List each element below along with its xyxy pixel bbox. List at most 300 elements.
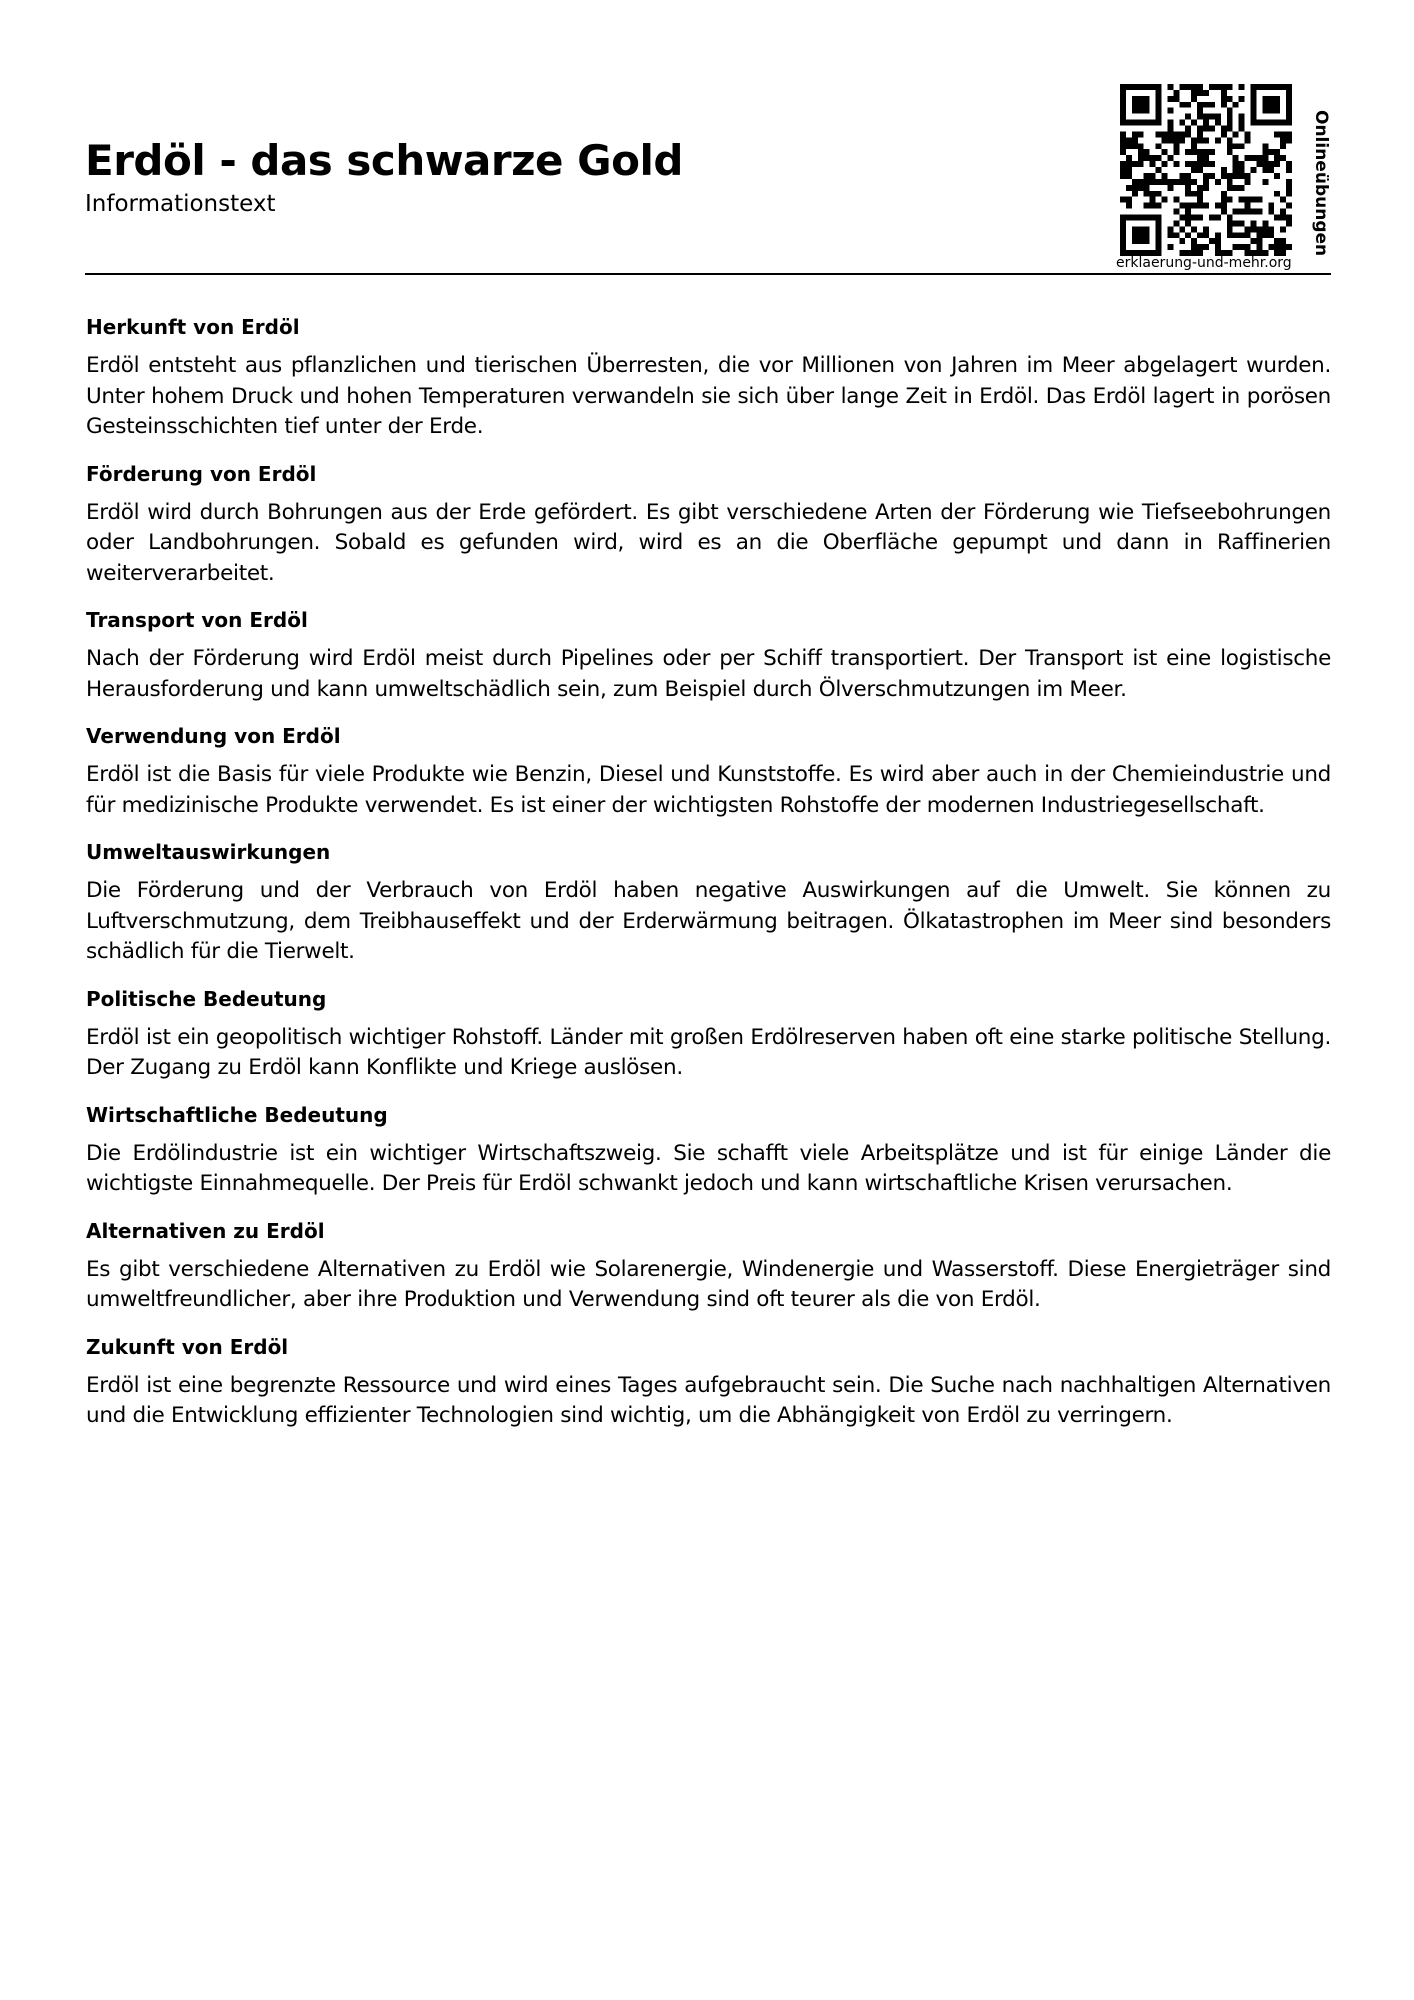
- qr-module: [1286, 137, 1292, 143]
- qr-module: [1138, 96, 1144, 102]
- qr-module: [1256, 232, 1262, 238]
- qr-module: [1191, 137, 1197, 143]
- qr-module: [1126, 120, 1132, 126]
- qr-module: [1203, 137, 1209, 143]
- qr-module: [1162, 137, 1168, 143]
- qr-module: [1256, 209, 1262, 215]
- qr-module: [1162, 197, 1168, 203]
- qr-module: [1126, 155, 1132, 161]
- qr-module: [1233, 185, 1239, 191]
- qr-module: [1239, 173, 1245, 179]
- qr-module: [1179, 179, 1185, 185]
- qr-module: [1286, 131, 1292, 137]
- qr-module: [1227, 143, 1233, 149]
- qr-module: [1215, 203, 1221, 209]
- qr-module: [1162, 161, 1168, 167]
- qr-module: [1179, 84, 1185, 90]
- qr-module: [1262, 143, 1268, 149]
- qr-module: [1239, 114, 1245, 120]
- qr-module: [1197, 214, 1203, 220]
- qr-module: [1197, 197, 1203, 203]
- qr-module: [1191, 167, 1197, 173]
- qr-module: [1126, 143, 1132, 149]
- qr-module: [1126, 185, 1132, 191]
- qr-module: [1239, 220, 1245, 226]
- qr-module: [1156, 90, 1162, 96]
- qr-module: [1156, 108, 1162, 114]
- qr-module: [1191, 120, 1197, 126]
- qr-module: [1138, 185, 1144, 191]
- qr-module: [1274, 102, 1280, 108]
- qr-module: [1138, 120, 1144, 126]
- qr-module: [1132, 143, 1138, 149]
- qr-module: [1203, 155, 1209, 161]
- qr-module: [1156, 143, 1162, 149]
- qr-module: [1221, 90, 1227, 96]
- qr-module: [1138, 238, 1144, 244]
- qr-module: [1162, 131, 1168, 137]
- qr-module: [1262, 226, 1268, 232]
- qr-module: [1268, 161, 1274, 167]
- qr-module: [1286, 108, 1292, 114]
- qr-module: [1262, 102, 1268, 108]
- qr-module: [1173, 232, 1179, 238]
- qr-module: [1233, 209, 1239, 215]
- section-foerderung: [86, 460, 1331, 590]
- qr-module: [1227, 214, 1233, 220]
- qr-module: [1274, 214, 1280, 220]
- qr-module: [1132, 96, 1138, 102]
- page-title: Erdöl - das schwarze Gold: [85, 136, 683, 185]
- qr-module: [1250, 102, 1256, 108]
- qr-module: [1185, 209, 1191, 215]
- qr-module: [1268, 84, 1274, 90]
- qr-code-icon[interactable]: [1120, 84, 1292, 256]
- qr-module: [1120, 232, 1126, 238]
- qr-module: [1197, 126, 1203, 132]
- qr-module: [1156, 220, 1162, 226]
- qr-module: [1215, 232, 1221, 238]
- qr-module: [1203, 173, 1209, 179]
- qr-module: [1156, 96, 1162, 102]
- qr-module: [1262, 232, 1268, 238]
- qr-module: [1245, 173, 1251, 179]
- qr-module: [1280, 137, 1286, 143]
- qr-module: [1233, 173, 1239, 179]
- qr-module: [1120, 96, 1126, 102]
- qr-module: [1203, 126, 1209, 132]
- qr-module: [1268, 209, 1274, 215]
- qr-module: [1280, 131, 1286, 137]
- qr-module: [1268, 232, 1274, 238]
- qr-module: [1197, 161, 1203, 167]
- qr-module: [1245, 197, 1251, 203]
- qr-module: [1150, 214, 1156, 220]
- qr-module: [1286, 220, 1292, 226]
- qr-module: [1256, 238, 1262, 244]
- qr-module: [1191, 84, 1197, 90]
- section-text: Erdöl entsteht aus pflanzlichen und tierischen Überresten, die vor Millionen von Jahren im Meer abgelagert wurden. Unter hohem Druck und hohen Temperaturen verwandeln sie sich über lange Zeit in Erdöl. Das Erdöl lagert in porösen Gesteinsschichten tief unter der Erde.: [86, 353, 1331, 439]
- qr-module: [1233, 244, 1239, 250]
- qr-module: [1120, 131, 1126, 137]
- qr-module: [1239, 126, 1245, 132]
- qr-module: [1239, 84, 1245, 90]
- qr-module: [1268, 96, 1274, 102]
- qr-module: [1120, 197, 1126, 203]
- qr-module: [1120, 149, 1126, 155]
- qr-module: [1209, 238, 1215, 244]
- qr-module: [1268, 244, 1274, 250]
- qr-module: [1156, 232, 1162, 238]
- qr-module: [1138, 161, 1144, 167]
- qr-module: [1167, 185, 1173, 191]
- qr-module: [1286, 214, 1292, 220]
- qr-module: [1209, 126, 1215, 132]
- qr-module: [1185, 84, 1191, 90]
- qr-module: [1209, 149, 1215, 155]
- qr-module: [1245, 244, 1251, 250]
- qr-module: [1132, 161, 1138, 167]
- qr-module: [1197, 191, 1203, 197]
- qr-module: [1227, 120, 1233, 126]
- qr-module: [1167, 96, 1173, 102]
- section-heading: Verwendung von Erdöl: [86, 724, 341, 748]
- section-heading: Wirtschaftliche Bedeutung: [86, 1102, 388, 1127]
- qr-module: [1191, 238, 1197, 244]
- section-text: Die Förderung und der Verbrauch von Erdöl haben negative Auswirkungen auf die Umwelt. Sie können zu Luftverschmutzung, dem Treibhauseffekt und der Erderwärmung beitragen. Ölkatastrophen im Meer sind besonders schädlich für die Tierwelt.: [86, 878, 1331, 964]
- qr-module: [1262, 167, 1268, 173]
- qr-module: [1245, 203, 1251, 209]
- qr-module: [1167, 244, 1173, 250]
- section-herkunft: [86, 313, 1331, 443]
- qr-module: [1233, 167, 1239, 173]
- qr-module: [1132, 232, 1138, 238]
- qr-module: [1150, 84, 1156, 90]
- qr-module: [1280, 209, 1286, 215]
- qr-module: [1233, 161, 1239, 167]
- qr-module: [1274, 120, 1280, 126]
- qr-module: [1280, 226, 1286, 232]
- qr-module: [1132, 108, 1138, 114]
- section-transport: [86, 606, 1331, 705]
- qr-module: [1256, 244, 1262, 250]
- qr-module: [1191, 143, 1197, 149]
- qr-module: [1167, 155, 1173, 161]
- qr-module: [1239, 185, 1245, 191]
- qr-module: [1286, 185, 1292, 191]
- qr-module: [1280, 120, 1286, 126]
- document-body: [86, 313, 1331, 1449]
- qr-module: [1250, 167, 1256, 173]
- qr-module: [1120, 214, 1126, 220]
- qr-module: [1167, 179, 1173, 185]
- qr-module: [1144, 185, 1150, 191]
- qr-module: [1126, 173, 1132, 179]
- qr-module: [1144, 179, 1150, 185]
- qr-module: [1286, 102, 1292, 108]
- qr-module: [1144, 96, 1150, 102]
- qr-module: [1120, 173, 1126, 179]
- qr-module: [1156, 84, 1162, 90]
- qr-module: [1126, 203, 1132, 209]
- qr-module: [1185, 191, 1191, 197]
- qr-module: [1179, 203, 1185, 209]
- qr-module: [1167, 126, 1173, 132]
- qr-module: [1191, 214, 1197, 220]
- qr-module: [1274, 108, 1280, 114]
- qr-module: [1256, 226, 1262, 232]
- qr-module: [1120, 167, 1126, 173]
- section-heading: Transport von Erdöl: [86, 608, 308, 632]
- qr-module: [1250, 90, 1256, 96]
- qr-module: [1138, 143, 1144, 149]
- qr-module: [1286, 244, 1292, 250]
- qr-module: [1274, 244, 1280, 250]
- qr-module: [1120, 238, 1126, 244]
- qr-module: [1221, 102, 1227, 108]
- qr-module: [1197, 167, 1203, 173]
- section-text: Erdöl ist die Basis für viele Produkte wie Benzin, Diesel und Kunststoffe. Es wird aber auch in der Chemieindustrie und für medizinische Produkte verwendet. Es ist einer der wichtigsten Rohstoffe der modernen Industriegesellschaft.: [86, 762, 1331, 818]
- qr-module: [1239, 167, 1245, 173]
- qr-module: [1185, 214, 1191, 220]
- qr-module: [1215, 84, 1221, 90]
- qr-module: [1185, 131, 1191, 137]
- qr-module: [1280, 143, 1286, 149]
- qr-module: [1221, 131, 1227, 137]
- qr-module: [1120, 114, 1126, 120]
- qr-module: [1126, 84, 1132, 90]
- qr-module: [1179, 214, 1185, 220]
- qr-module: [1280, 214, 1286, 220]
- qr-module: [1156, 179, 1162, 185]
- qr-module: [1185, 220, 1191, 226]
- qr-module: [1138, 102, 1144, 108]
- qr-module: [1197, 114, 1203, 120]
- qr-module: [1179, 226, 1185, 232]
- qr-module: [1144, 149, 1150, 155]
- qr-module: [1221, 126, 1227, 132]
- qr-module: [1150, 120, 1156, 126]
- section-heading: Zukunft von Erdöl: [86, 1334, 289, 1359]
- qr-module: [1138, 214, 1144, 220]
- qr-module: [1191, 179, 1197, 185]
- qr-module: [1221, 167, 1227, 173]
- online-exercises-label: Onlineübungen: [1311, 110, 1331, 257]
- qr-module: [1250, 220, 1256, 226]
- qr-module: [1227, 126, 1233, 132]
- qr-module: [1215, 244, 1221, 250]
- qr-module: [1138, 226, 1144, 232]
- qr-module: [1221, 209, 1227, 215]
- qr-module: [1162, 179, 1168, 185]
- qr-module: [1268, 203, 1274, 209]
- qr-module: [1185, 203, 1191, 209]
- qr-module: [1215, 238, 1221, 244]
- qr-module: [1126, 161, 1132, 167]
- qr-module: [1150, 179, 1156, 185]
- qr-module: [1191, 161, 1197, 167]
- qr-module: [1274, 149, 1280, 155]
- qr-module: [1250, 155, 1256, 161]
- qr-module: [1233, 155, 1239, 161]
- section-text: Erdöl ist ein geopolitisch wichtiger Rohstoff. Länder mit großen Erdölreserven haben oft eine starke politische Stellung. Der Zugang zu Erdöl kann Konflikte und Kriege auslösen.: [86, 1024, 1331, 1080]
- qr-module: [1250, 120, 1256, 126]
- qr-module: [1144, 155, 1150, 161]
- qr-module: [1221, 203, 1227, 209]
- qr-module: [1227, 149, 1233, 155]
- qr-module: [1280, 244, 1286, 250]
- qr-module: [1280, 155, 1286, 161]
- qr-module: [1215, 120, 1221, 126]
- qr-module: [1197, 185, 1203, 191]
- qr-module: [1173, 179, 1179, 185]
- qr-module: [1197, 131, 1203, 137]
- qr-module: [1239, 96, 1245, 102]
- qr-module: [1227, 185, 1233, 191]
- qr-module: [1262, 84, 1268, 90]
- qr-module: [1250, 238, 1256, 244]
- qr-module: [1203, 120, 1209, 126]
- qr-module: [1120, 137, 1126, 143]
- qr-module: [1132, 137, 1138, 143]
- qr-module: [1126, 167, 1132, 173]
- qr-module: [1191, 149, 1197, 155]
- qr-module: [1167, 108, 1173, 114]
- qr-module: [1120, 226, 1126, 232]
- qr-module: [1132, 84, 1138, 90]
- qr-module: [1239, 232, 1245, 238]
- website-url[interactable]: erklaerung-und-mehr.org: [1116, 255, 1292, 271]
- qr-module: [1197, 90, 1203, 96]
- qr-module: [1227, 84, 1233, 90]
- qr-module: [1245, 131, 1251, 137]
- qr-module: [1274, 173, 1280, 179]
- qr-module: [1144, 203, 1150, 209]
- qr-module: [1173, 149, 1179, 155]
- qr-module: [1197, 84, 1203, 90]
- qr-module: [1209, 84, 1215, 90]
- section-text: Erdöl wird durch Bohrungen aus der Erde gefördert. Es gibt verschiedene Arten der Förderung wie Tiefseebohrungen oder Landbohrungen. Sobald es gefunden wird, wird es an die Oberfläche gepumpt und dann in Raffinerien weiterverarbeitet.: [86, 499, 1331, 586]
- qr-module: [1150, 173, 1156, 179]
- qr-module: [1203, 226, 1209, 232]
- qr-module: [1215, 137, 1221, 143]
- qr-module: [1156, 244, 1162, 250]
- qr-module: [1245, 209, 1251, 215]
- qr-module: [1138, 149, 1144, 155]
- header-divider: [85, 273, 1331, 275]
- qr-module: [1162, 149, 1168, 155]
- qr-module: [1132, 120, 1138, 126]
- qr-module: [1203, 102, 1209, 108]
- qr-module: [1167, 232, 1173, 238]
- qr-module: [1233, 220, 1239, 226]
- qr-module: [1167, 84, 1173, 90]
- section-heading: Herkunft von Erdöl: [86, 315, 300, 339]
- qr-module: [1197, 232, 1203, 238]
- qr-module: [1227, 220, 1233, 226]
- qr-module: [1150, 191, 1156, 197]
- qr-module: [1197, 155, 1203, 161]
- qr-module: [1274, 191, 1280, 197]
- qr-module: [1233, 131, 1239, 137]
- qr-module: [1286, 90, 1292, 96]
- qr-module: [1132, 179, 1138, 185]
- qr-module: [1173, 137, 1179, 143]
- qr-module: [1156, 155, 1162, 161]
- qr-module: [1274, 96, 1280, 102]
- qr-module: [1167, 226, 1173, 232]
- qr-module: [1274, 161, 1280, 167]
- qr-module: [1256, 84, 1262, 90]
- section-heading: Umweltauswirkungen: [86, 840, 331, 864]
- qr-module: [1120, 120, 1126, 126]
- qr-module: [1144, 226, 1150, 232]
- qr-module: [1120, 143, 1126, 149]
- qr-module: [1156, 226, 1162, 232]
- qr-module: [1227, 108, 1233, 114]
- qr-module: [1150, 155, 1156, 161]
- qr-module: [1173, 90, 1179, 96]
- qr-module: [1144, 102, 1150, 108]
- qr-module: [1203, 90, 1209, 96]
- qr-module: [1286, 120, 1292, 126]
- qr-module: [1221, 191, 1227, 197]
- qr-module: [1250, 108, 1256, 114]
- qr-module: [1286, 203, 1292, 209]
- qr-module: [1197, 108, 1203, 114]
- qr-module: [1227, 232, 1233, 238]
- qr-module: [1215, 179, 1221, 185]
- qr-module: [1286, 114, 1292, 120]
- qr-module: [1173, 161, 1179, 167]
- qr-module: [1209, 173, 1215, 179]
- qr-module: [1203, 114, 1209, 120]
- qr-module: [1250, 84, 1256, 90]
- qr-module: [1173, 143, 1179, 149]
- qr-module: [1262, 149, 1268, 155]
- qr-module: [1156, 203, 1162, 209]
- qr-module: [1262, 179, 1268, 185]
- qr-module: [1179, 137, 1185, 143]
- qr-module: [1144, 214, 1150, 220]
- qr-module: [1245, 232, 1251, 238]
- qr-module: [1132, 131, 1138, 137]
- qr-module: [1233, 102, 1239, 108]
- section-alternativen: [86, 1217, 1331, 1316]
- qr-module: [1144, 238, 1150, 244]
- qr-module: [1150, 161, 1156, 167]
- qr-module: [1156, 120, 1162, 126]
- qr-module: [1185, 102, 1191, 108]
- qr-module: [1280, 238, 1286, 244]
- qr-module: [1156, 114, 1162, 120]
- qr-module: [1250, 209, 1256, 215]
- qr-module: [1274, 131, 1280, 137]
- qr-module: [1126, 137, 1132, 143]
- qr-module: [1156, 131, 1162, 137]
- qr-module: [1203, 203, 1209, 209]
- qr-module: [1274, 155, 1280, 161]
- qr-module: [1268, 108, 1274, 114]
- qr-module: [1185, 173, 1191, 179]
- qr-module: [1185, 114, 1191, 120]
- qr-module: [1286, 191, 1292, 197]
- qr-module: [1185, 161, 1191, 167]
- qr-module: [1286, 84, 1292, 90]
- qr-module: [1256, 161, 1262, 167]
- qr-module: [1132, 238, 1138, 244]
- qr-module: [1191, 244, 1197, 250]
